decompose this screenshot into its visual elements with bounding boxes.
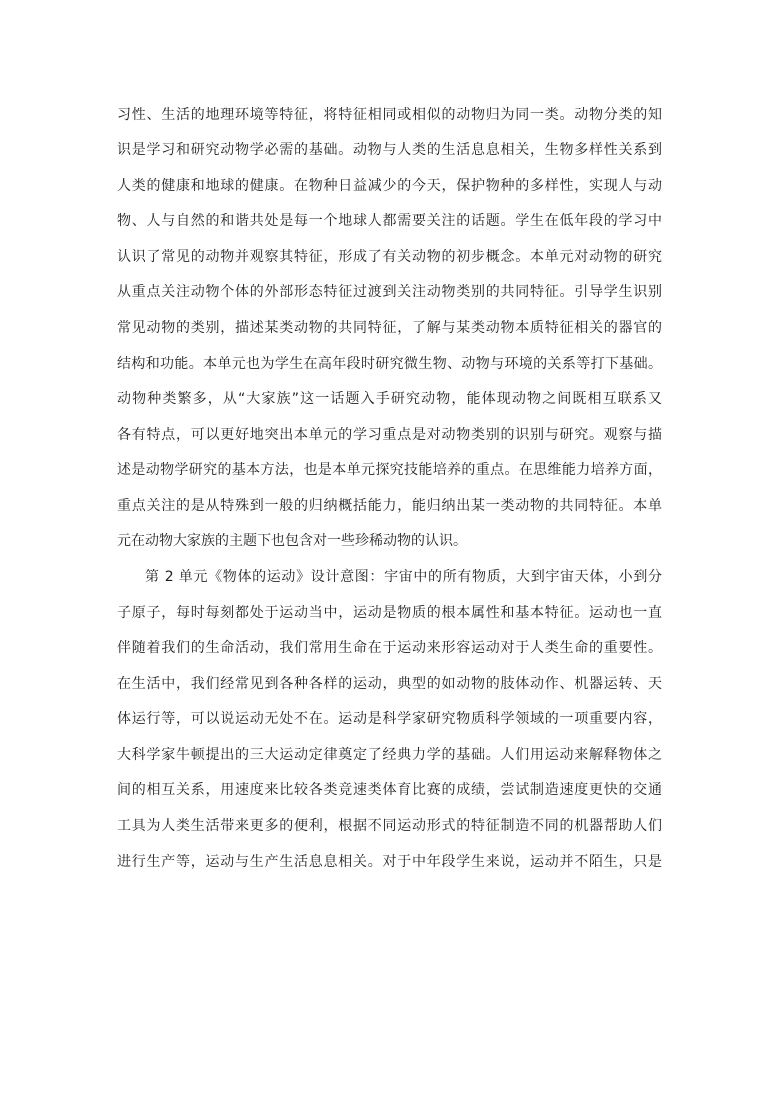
text-line: 各有特点，可以更好地突出本单元的学习重点是对动物类别的识别与研究。观察与描: [117, 427, 662, 443]
text-line: 元在动物大家族的主题下也包含对一些珍稀动物的认识。: [117, 533, 467, 549]
text-line: 体运行等，可以说运动无处不在。运动是科学家研究物质科学领域的一项重要内容，: [117, 711, 662, 727]
text-line: 习性、生活的地理环境等特征，将特征相同或相似的动物归为同一类。动物分类的知: [117, 107, 662, 123]
text-line: 子原子，每时每刻都处于运动当中，运动是物质的根本属性和基本特征。运动也一直: [117, 605, 662, 621]
text-line: 伴随着我们的生命活动，我们常用生命在于运动来形容运动对于人类生命的重要性。: [117, 640, 662, 656]
text-line: 常见动物的类别，描述某类动物的共同特征，了解与某类动物本质特征相关的器官的: [117, 320, 662, 336]
text-line: 动物种类繁多，从“大家族”这一话题入手研究动物，能体现动物之间既相互联系又: [117, 391, 662, 407]
text-line: 工具为人类生活带来更多的便利，根据不同运动形式的特征制造不同的机器帮助人们: [117, 818, 662, 834]
text-line: 进行生产等，运动与生产生活息息相关。对于中年段学生来说，运动并不陌生，只是: [117, 854, 662, 870]
text-line: 第 2 单元《物体的运动》设计意图：宇宙中的所有物质，大到宇宙天体，小到分: [145, 569, 662, 585]
text-line: 人类的健康和地球的健康。在物种日益减少的今天，保护物种的多样性，实现人与动: [117, 178, 662, 194]
text-line: 间的相互关系，用速度来比较各类竞速类体育比赛的成绩，尝试制造速度更快的交通: [117, 782, 662, 798]
text-line: 认识了常见的动物并观察其特征，形成了有关动物的初步概念。本单元对动物的研究: [117, 249, 662, 265]
text-line: 述是动物学研究的基本方法，也是本单元探究技能培养的重点。在思维能力培养方面，: [117, 462, 662, 478]
text-line: 结构和功能。本单元也为学生在高年段时研究微生物、动物与环境的关系等打下基础。: [117, 356, 662, 372]
text-line: 物、人与自然的和谐共处是每一个地球人都需要关注的话题。学生在低年段的学习中: [117, 213, 662, 229]
text-line: 重点关注的是从特殊到一般的归纳概括能力，能归纳出某一类动物的共同特征。本单: [117, 498, 662, 514]
text-line: 识是学习和研究动物学必需的基础。动物与人类的生活息息相关，生物多样性关系到: [117, 142, 662, 158]
text-line: 从重点关注动物个体的外部形态特征过渡到关注动物类别的共同特征。引导学生识别: [117, 284, 662, 300]
text-line: 在生活中，我们经常见到各种各样的运动，典型的如动物的肢体动作、机器运转、天: [117, 676, 662, 692]
text-line: 大科学家牛顿提出的三大运动定律奠定了经典力学的基础。人们用运动来解释物体之: [117, 747, 662, 763]
